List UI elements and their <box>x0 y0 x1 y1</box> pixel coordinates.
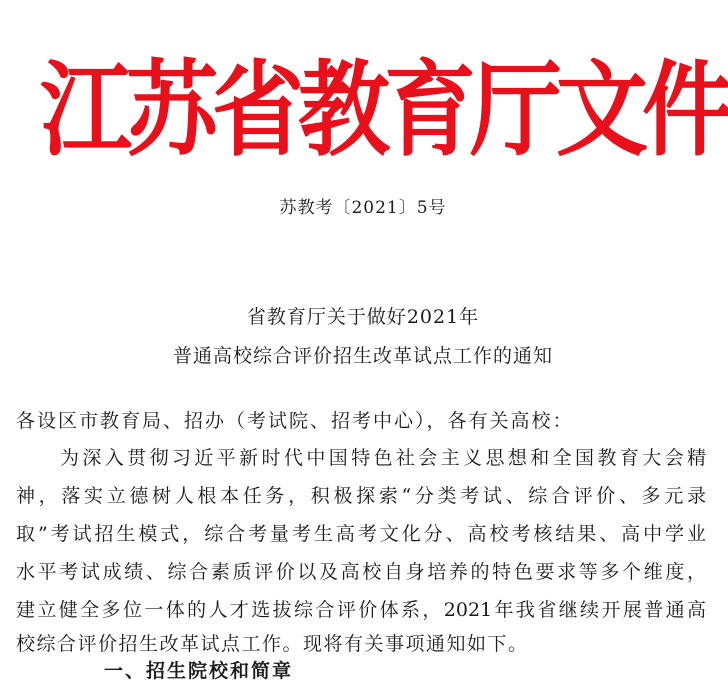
body-text-line: 建立健全多位一体的人才选拔综合评价体系，2021年我省继续开展普通高 <box>16 599 706 621</box>
document-title-line-2: 普通高校综合评价招生改革试点工作的通知 <box>172 345 553 367</box>
body-text-line: 取”考试招生模式，综合考量考生高考文化分、高校考核结果、高中学业 <box>16 523 706 545</box>
document-addressee: 各设区市教育局、招办（考试院、招考中心），各有关高校： <box>16 410 574 432</box>
body-text-line: 为深入贯彻习近平新时代中国特色社会主义思想和全国教育大会精 <box>60 447 706 469</box>
body-text-line: 校综合评价招生改革试点工作。现将有关事项通知如下。 <box>16 633 529 655</box>
document-number: 苏教考〔2021〕5号 <box>279 198 447 218</box>
document-masthead: 江苏省教育厅文件 <box>40 49 728 171</box>
document-title-line-1: 省教育厅关于做好2021年 <box>246 306 480 328</box>
body-text-line: 水平考试成绩、综合素质评价以及高校自身培养的特色要求等多个维度， <box>16 561 706 583</box>
body-text-line: 神，落实立德树人根本任务，积极探索“分类考试、综合评价、多元录 <box>16 485 706 507</box>
section-heading: 一、招生院校和简章 <box>104 660 294 682</box>
